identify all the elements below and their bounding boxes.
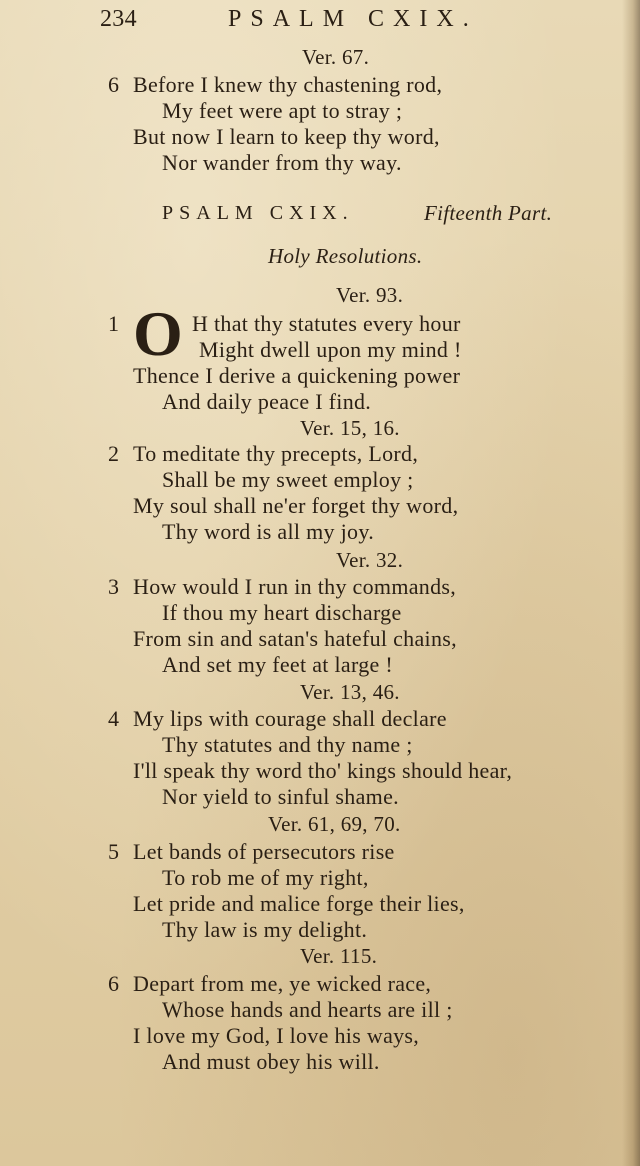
verse-line: Whose hands and hearts are ill ;	[162, 997, 453, 1022]
stanza-number: 5	[108, 839, 119, 864]
verse-line: And set my feet at large !	[162, 652, 393, 677]
verse-line: From sin and satan's hateful chains,	[133, 626, 457, 651]
stanza-number: 2	[108, 441, 119, 466]
verse-line: Let pride and malice forge their lies,	[133, 891, 465, 916]
verse-line: Before I knew thy chastening rod,	[133, 72, 443, 97]
verse-line: How would I run in thy commands,	[133, 574, 457, 599]
verse-line: My lips with courage shall declare	[133, 706, 447, 731]
verse-line: To meditate thy precepts, Lord,	[133, 441, 419, 466]
verse-reference: Ver. 115.	[300, 944, 378, 968]
stanza-number: 4	[108, 706, 119, 731]
drop-cap: O	[133, 298, 183, 369]
verse-line: I'll speak thy word tho' kings should hear,	[133, 758, 513, 783]
section-part: Fifteenth Part.	[424, 201, 553, 225]
verse-line: Thy word is all my joy.	[162, 519, 375, 544]
verse-line: Might dwell upon my mind !	[199, 337, 462, 362]
stanza-number: 6	[108, 971, 119, 996]
page-edge-shadow	[622, 0, 640, 1166]
verse-line: Thence I derive a quickening power	[133, 363, 461, 388]
running-head: PSALM CXIX.	[228, 6, 478, 32]
verse-line: But now I learn to keep thy word,	[133, 124, 440, 149]
verse-reference: Ver. 67.	[302, 45, 370, 69]
verse-line: To rob me of my right,	[162, 865, 369, 890]
verse-reference: Ver. 32.	[336, 548, 404, 572]
verse-line: And daily peace I find.	[162, 389, 372, 414]
verse-line: I love my God, I love his ways,	[133, 1023, 420, 1048]
verse-line: Nor wander from thy way.	[162, 150, 402, 175]
verse-reference: Ver. 61, 69, 70.	[268, 812, 401, 836]
verse-line: My feet were apt to stray ;	[162, 98, 403, 123]
verse-line: H that thy statutes every hour	[192, 311, 461, 336]
verse-line: If thou my heart discharge	[162, 600, 402, 625]
verse-line: Nor yield to sinful shame.	[162, 784, 399, 809]
verse-reference: Ver. 15, 16.	[300, 416, 400, 440]
section-subtitle: Holy Resolutions.	[268, 244, 423, 268]
verse-line: Depart from me, ye wicked race,	[133, 971, 432, 996]
verse-line: And must obey his will.	[162, 1049, 380, 1074]
verse-line: My soul shall ne'er forget thy word,	[133, 493, 459, 518]
verse-line: Thy statutes and thy name ;	[162, 732, 413, 757]
verse-line: Let bands of persecutors rise	[133, 839, 395, 864]
verse-line: Thy law is my delight.	[162, 917, 368, 942]
section-title: PSALM CXIX.	[162, 202, 354, 224]
verse-reference: Ver. 93.	[336, 283, 404, 307]
page-number: 234	[100, 6, 137, 32]
verse-reference: Ver. 13, 46.	[300, 680, 400, 704]
verse-line: Shall be my sweet employ ;	[162, 467, 414, 492]
stanza-number: 6	[108, 72, 119, 97]
stanza-number: 1	[108, 311, 119, 336]
stanza-number: 3	[108, 574, 119, 599]
